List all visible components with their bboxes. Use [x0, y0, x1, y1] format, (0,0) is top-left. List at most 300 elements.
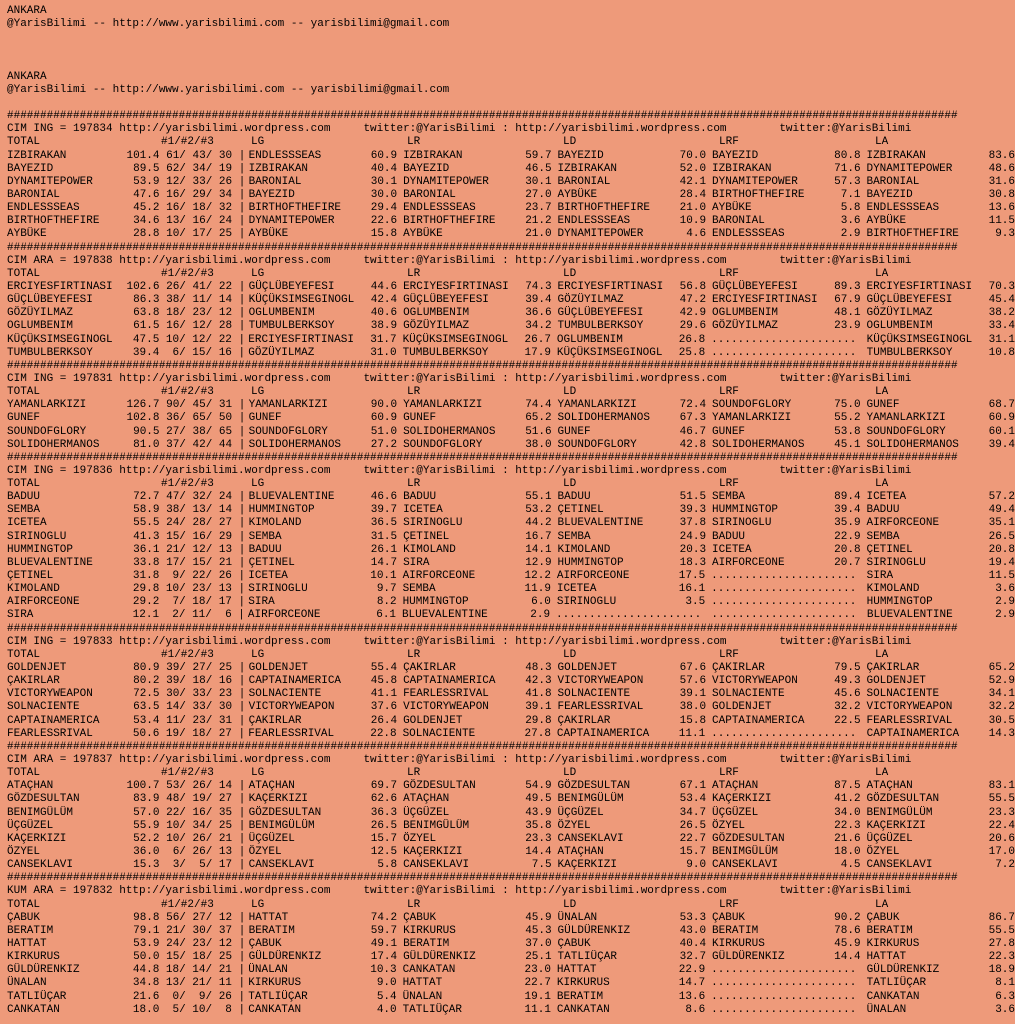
placings: 39/ 18/ 16 |: [159, 675, 246, 688]
total-score: 126.7: [126, 399, 160, 412]
ld-label: LD: [563, 767, 577, 780]
lr-name: BLUEVALENTINE: [401, 609, 488, 622]
team-name: GOLDENJET: [7, 662, 67, 675]
table-row: [7, 189, 1015, 202]
ld-name: BERATIM: [556, 990, 604, 1003]
la-score: 9.3: [995, 228, 1015, 241]
team-name: DYNAMITEPOWER: [7, 175, 93, 188]
lrf-score: 89.3: [834, 280, 861, 293]
race-title: CIM ING = 197834 http://yarisbilimi.wordpress.com twitter:@YarisBilimi : http://yarisbilimi.wordpress.com twitter:@YarisBilimi: [7, 123, 912, 136]
lrf-label: LRF: [719, 267, 739, 280]
lg-score: 22.6: [370, 215, 398, 228]
placings: 16/ 18/ 32 |: [159, 202, 246, 215]
team-name: ICETEA: [7, 517, 47, 530]
ld-name: GÖZÜYILMAZ: [557, 294, 624, 307]
team-name: BADUU: [7, 491, 41, 504]
placings: 10/ 23/ 13 |: [159, 583, 246, 596]
total-score: 55.5: [133, 517, 160, 530]
table-row: [7, 439, 1015, 452]
placings: 11/ 23/ 31 |: [159, 714, 246, 727]
lr-name: GUNEF: [403, 412, 437, 425]
lrf-name: KAÇERKIZI: [712, 793, 772, 806]
lg-score: 40.6: [370, 307, 398, 320]
la-name: KIRKURUS: [866, 937, 920, 950]
column-header-row: [7, 136, 1015, 149]
placings: 6/ 26/ 13 |: [159, 846, 246, 858]
lr-name: CANKATAN: [402, 964, 456, 977]
lrf-score: 21.6: [834, 832, 861, 845]
la-name: AYBÜKE: [866, 215, 907, 228]
table-row: [7, 163, 1015, 176]
separator-line: ################################################################################################################################################: [7, 740, 958, 753]
lr-score: 39.4: [525, 294, 552, 307]
total-score: 15.3: [133, 859, 160, 872]
la-name: IZBIRAKAN: [866, 149, 926, 162]
la-score: 22.3: [988, 951, 1015, 964]
total-label: TOTAL: [7, 767, 41, 780]
team-name: IZBIRAKAN: [7, 149, 67, 162]
total-score: 81.0: [133, 438, 160, 451]
table-row: [7, 1004, 1015, 1017]
total-score: 28.8: [133, 228, 160, 241]
ld-name: SEMBA: [557, 530, 591, 543]
lr-label: LR: [407, 267, 421, 280]
la-score: 60.9: [988, 412, 1015, 425]
team-name: HATTAT: [7, 937, 47, 950]
la-score: 39.4: [988, 438, 1015, 451]
lg-name: GUNEF: [248, 412, 282, 425]
lg-score: 27.2: [370, 438, 398, 451]
lg-name: FEARLESSRIVAL: [248, 727, 335, 740]
lg-name: SOUNDOFGLORY: [248, 425, 328, 438]
la-score: 33.4: [988, 320, 1015, 333]
lr-score: 21.0: [525, 228, 552, 241]
lg-score: 69.7: [370, 780, 398, 793]
lg-score: 62.6: [370, 793, 398, 806]
lr-name: SEMBA: [402, 583, 436, 596]
lg-name: OGLUMBENIM: [248, 307, 315, 320]
la-score: 22.4: [988, 819, 1015, 832]
la-name: DYNAMITEPOWER: [866, 162, 953, 175]
ld-name: OGLUMBENIM: [556, 333, 623, 346]
ld-score: 11.1: [678, 727, 706, 740]
lg-score: 36.5: [370, 517, 398, 530]
lr-name: VICTORYWEAPON: [403, 701, 489, 714]
lrf-name: CAPTAINAMERICA: [712, 714, 805, 727]
team-name: ATAÇHAN: [7, 780, 54, 793]
total-spacer: [119, 386, 161, 399]
lg-spacer: [363, 899, 401, 912]
la-label: LA: [875, 898, 889, 911]
lrf-label: LRF: [719, 898, 739, 911]
lg-label: LG: [251, 136, 265, 149]
team-name: SIRINOGLU: [7, 530, 67, 543]
ld-score: 42.9: [679, 307, 707, 320]
ld-score: 67.3: [679, 412, 707, 425]
ld-score: 38.0: [679, 701, 707, 714]
lrf-score: [823, 964, 861, 977]
lrf-name: GÖZÜYILMAZ: [712, 320, 779, 333]
ld-name: CAPTAINAMERICA: [556, 727, 650, 740]
lr-name: TUMBULBERKSOY: [402, 346, 489, 359]
team-name: FEARLESSRIVAL: [7, 727, 93, 740]
ld-score: 42.8: [679, 438, 707, 451]
total-spacer: [119, 136, 161, 149]
lrf-score: 53.8: [834, 425, 861, 438]
placings: 10/ 17/ 25 |: [159, 228, 246, 241]
la-name: SOUNDOFGLORY: [866, 425, 946, 438]
placings: 47/ 32/ 24 |: [159, 491, 246, 504]
placings: 15/ 18/ 25 |: [159, 951, 246, 964]
la-name: ÜÇGÜZEL: [866, 832, 913, 845]
lg-name: BIRTHOFTHEFIRE: [248, 202, 342, 215]
total-score: 45.2: [133, 202, 160, 215]
la-label: LA: [875, 767, 889, 780]
lg-name: CAPTAINAMERICA: [248, 675, 342, 688]
total-score: 44.8: [132, 964, 160, 977]
team-name: CANKATAN: [7, 1003, 60, 1016]
team-name: KIMOLAND: [7, 583, 60, 596]
lg-name: BARONIAL: [248, 175, 302, 188]
total-score: 63.8: [133, 307, 160, 320]
la-score: 6.3: [995, 990, 1015, 1003]
lg-score: 9.7: [376, 583, 397, 596]
lr-spacer: [519, 649, 557, 662]
lr-score: 36.6: [525, 307, 552, 320]
lg-name: ÜÇGÜZEL: [248, 832, 295, 845]
la-score: 57.2: [988, 491, 1015, 504]
lr-score: 74.4: [525, 399, 552, 412]
ld-score: 22.7: [679, 832, 707, 845]
lr-score: 43.9: [525, 806, 552, 819]
ld-name: BLUEVALENTINE: [557, 517, 644, 530]
lr-name: KÜÇÜKSIMSEGINOGL: [402, 333, 509, 346]
lrf-spacer: [831, 899, 869, 912]
la-name: GÖZDESULTAN: [866, 793, 940, 806]
ld-name: GUNEF: [557, 425, 591, 438]
lr-score: 54.9: [525, 780, 552, 793]
placings: 62/ 34/ 19 |: [159, 162, 246, 175]
table-row: [7, 334, 1015, 347]
header-contact: @YarisBilimi -- http://www.yarisbilimi.com -- yarisbilimi@gmail.com: [7, 18, 450, 31]
ld-name: ÇETINEL: [557, 504, 604, 517]
lrf-score: 20.7: [834, 556, 861, 569]
lr-name: GOLDENJET: [403, 714, 463, 727]
placings: 6/ 15/ 16 |: [159, 346, 246, 359]
lrf-score: 89.4: [834, 491, 861, 504]
lrf-name: AIRFORCEONE: [712, 556, 785, 569]
lr-label: LR: [407, 386, 421, 399]
team-name: ENDLESSSEAS: [7, 202, 80, 215]
lrf-score: 14.4: [834, 951, 861, 964]
team-name: BENIMGÜLÜM: [7, 806, 74, 819]
lrf-score: 23.9: [834, 320, 861, 333]
team-name: ÇETINEL: [7, 570, 54, 583]
lr-spacer: [519, 386, 557, 399]
lr-score: 38.0: [525, 438, 552, 451]
ld-name: SOLNACIENTE: [557, 688, 631, 701]
la-name: GUNEF: [866, 399, 900, 412]
la-score: 10.8: [988, 346, 1015, 359]
lrf-name: ENDLESSSEAS: [712, 228, 785, 241]
la-name: TATLIÜÇAR: [866, 977, 927, 990]
lr-name: CANSEKLAVI: [403, 859, 470, 872]
total-score: 89.5: [133, 162, 160, 175]
ld-name: ÖZYEL: [557, 819, 591, 832]
lg-name: SIRINOGLU: [248, 583, 308, 596]
ld-score: 16.1: [678, 583, 706, 596]
placings: 56/ 27/ 12 |: [159, 911, 246, 924]
lrf-spacer: [831, 386, 869, 399]
table-row: [7, 544, 1015, 557]
ld-label: LD: [563, 898, 577, 911]
la-name: KAÇERKIZI: [866, 819, 926, 832]
lrf-score: [823, 728, 861, 741]
total-score: 39.4: [132, 346, 160, 359]
total-score: 47.6: [133, 188, 160, 201]
ld-spacer: [675, 136, 713, 149]
lg-name: VICTORYWEAPON: [248, 701, 335, 714]
table-row: [7, 202, 1015, 215]
ld-name: GÜLDÜRENKIZ: [557, 924, 631, 937]
lg-score: 59.7: [370, 924, 398, 937]
ld-score: 3.5: [685, 596, 706, 609]
lg-spacer: [363, 386, 401, 399]
la-name: AIRFORCEONE: [866, 517, 940, 530]
ld-name: ÇAKIRLAR: [557, 714, 611, 727]
lrf-score: 45.9: [834, 937, 861, 950]
lg-name: AYBÜKE: [248, 228, 289, 241]
lrf-name: ......................: [711, 1003, 857, 1016]
total-score: 33.8: [133, 556, 160, 569]
placings: 38/ 11/ 14 |: [159, 294, 246, 307]
lr-name: SIRA: [403, 556, 430, 569]
total-score: 58.9: [133, 504, 160, 517]
lrf-score: 18.0: [834, 846, 861, 858]
lg-score: 15.7: [370, 832, 398, 845]
lr-score: 48.3: [525, 662, 552, 675]
lr-score: 25.1: [525, 951, 552, 964]
team-name: GÜLDÜRENKIZ: [7, 964, 80, 977]
team-name: HUMMINGTOP: [7, 543, 74, 556]
lrf-score: 20.8: [834, 543, 861, 556]
placings: 9/ 22/ 26 |: [159, 570, 246, 583]
placings: 24/ 23/ 12 |: [159, 937, 246, 950]
total-label: TOTAL: [7, 386, 41, 399]
lr-score: 11.1: [524, 1003, 551, 1016]
column-header-row: [7, 899, 1015, 912]
lrf-score: [823, 991, 861, 1004]
lg-score: 29.4: [370, 202, 398, 215]
la-score: 13.6: [988, 202, 1015, 215]
separator-line: ################################################################################################################################################: [7, 110, 958, 123]
lr-name: SOUNDOFGLORY: [403, 438, 483, 451]
lrf-score: 4.5: [840, 859, 861, 872]
lrf-name: GÜLDÜRENKIZ: [712, 951, 785, 964]
total-score: 41.3: [133, 530, 160, 543]
lrf-name: KIRKURUS: [712, 937, 765, 950]
ld-name: ICETEA: [556, 583, 597, 596]
team-name: AIRFORCEONE: [7, 596, 80, 609]
la-name: ÇAKIRLAR: [866, 662, 920, 675]
total-score: 47.5: [132, 333, 160, 346]
placings: 18/ 14/ 21 |: [159, 964, 246, 977]
ld-name: ÜÇGÜZEL: [557, 806, 604, 819]
lrf-name: SOUNDOFGLORY: [712, 399, 792, 412]
table-row: [7, 347, 1015, 360]
lg-score: 40.4: [370, 162, 398, 175]
table-row: [7, 912, 1015, 925]
ld-score: 40.4: [679, 937, 707, 950]
ld-score: 67.1: [679, 780, 707, 793]
lrf-score: 71.6: [834, 162, 861, 175]
la-name: ATAÇHAN: [866, 780, 913, 793]
ld-name: BARONIAL: [557, 175, 611, 188]
lrf-score: [823, 570, 861, 583]
table-row: [7, 281, 1015, 294]
lg-score: 5.8: [377, 859, 398, 872]
lg-score: 9.0: [376, 977, 397, 990]
ld-score: 67.6: [679, 662, 707, 675]
lrf-name: GOLDENJET: [712, 701, 772, 714]
lr-name: ICETEA: [403, 504, 443, 517]
lrf-score: 22.3: [834, 819, 861, 832]
placings: 3/ 5/ 17 |: [159, 859, 246, 872]
ld-spacer: [675, 899, 713, 912]
lrf-score: 57.3: [834, 175, 861, 188]
ld-label: LD: [563, 386, 577, 399]
lrf-score: 22.9: [834, 530, 861, 543]
places-label: #1/#2/#3: [161, 478, 214, 491]
places-label: #1/#2/#3: [161, 898, 214, 911]
lr-score: 23.7: [525, 202, 552, 215]
lg-name: CANSEKLAVI: [248, 859, 315, 872]
lr-score: 23.0: [524, 964, 551, 977]
lg-score: 49.1: [370, 937, 398, 950]
ld-label: LD: [563, 267, 577, 280]
ld-name: ÇABUK: [557, 937, 591, 950]
lr-name: DYNAMITEPOWER: [403, 175, 489, 188]
lr-name: BENIMGÜLÜM: [403, 819, 470, 832]
team-name: KÜÇÜKSIMSEGINOGL: [7, 333, 113, 346]
ld-name: AIRFORCEONE: [556, 570, 630, 583]
table-row: [7, 728, 1015, 741]
lg-name: BADUU: [248, 543, 282, 556]
la-score: 7.2: [995, 859, 1015, 872]
total-score: 98.8: [133, 911, 160, 924]
total-spacer: [119, 767, 161, 780]
la-label: LA: [875, 386, 889, 399]
ld-name: BAYEZID: [557, 149, 604, 162]
lr-score: 6.0: [531, 596, 551, 609]
lrf-name: OGLUMBENIM: [712, 307, 779, 320]
placings: 13/ 16/ 24 |: [159, 215, 246, 228]
lr-score: 30.1: [525, 175, 552, 188]
lrf-score: [823, 347, 861, 360]
results-sections: [7, 110, 1015, 1017]
race-title: CIM ING = 197836 http://yarisbilimi.wordpress.com twitter:@YarisBilimi : http://yarisbilimi.wordpress.com twitter:@YarisBilimi: [7, 464, 912, 477]
placings: 90/ 45/ 31 |: [159, 399, 246, 412]
lg-name: YAMANLARKIZI: [248, 399, 328, 412]
lrf-score: [823, 609, 861, 622]
lg-name: ERCIYESFIRTINASI: [248, 333, 354, 346]
lg-name: TATLIÜÇAR: [248, 990, 308, 1003]
lg-score: 6.1: [376, 609, 397, 622]
lg-name: AIRFORCEONE: [247, 609, 321, 622]
total-score: 18.0: [132, 1003, 160, 1016]
ld-name: BADUU: [557, 491, 591, 504]
lg-name: KIRKURUS: [248, 977, 302, 990]
lr-name: BAYEZID: [403, 162, 450, 175]
table-row: [7, 557, 1015, 570]
separator-line: ################################################################################################################################################: [7, 359, 958, 372]
race-title: CIM ARA = 197837 http://yarisbilimi.wordpress.com twitter:@YarisBilimi : http://yarisbilimi.wordpress.com twitter:@YarisBilimi: [7, 754, 912, 767]
la-name: ÖZYEL: [866, 846, 900, 858]
ld-score: 15.8: [679, 714, 707, 727]
lg-score: 74.2: [370, 911, 398, 924]
lrf-name: SIRINOGLU: [712, 517, 772, 530]
la-name: BLUEVALENTINE: [866, 609, 953, 622]
la-name: GÖZÜYILMAZ: [866, 307, 933, 320]
total-score: 57.0: [133, 806, 160, 819]
lrf-score: 41.2: [834, 793, 861, 806]
team-name: CAPTAINAMERICA: [7, 714, 100, 727]
ld-name: TUMBULBERKSOY: [557, 320, 644, 333]
lr-name: KAÇERKIZI: [403, 846, 463, 858]
total-score: 86.3: [133, 294, 160, 307]
placings: 53/ 26/ 14 |: [159, 780, 246, 793]
total-score: 100.7: [126, 780, 160, 793]
ld-name: ÜNALAN: [557, 911, 598, 924]
race-title: CIM ING = 197831 http://yarisbilimi.wordpress.com twitter:@YarisBilimi : http://yarisbilimi.wordpress.com twitter:@YarisBilimi: [7, 372, 912, 385]
lg-score: 8.2: [376, 596, 397, 609]
ld-spacer: [675, 386, 713, 399]
lr-name: GÜÇLÜBEYEFESI: [403, 294, 489, 307]
lr-score: 39.1: [525, 701, 552, 714]
lr-score: 16.7: [525, 530, 552, 543]
total-score: 12.1: [132, 609, 160, 622]
lrf-name: ERCIYESFIRTINASI: [712, 294, 818, 307]
lr-score: 19.1: [524, 990, 551, 1003]
lg-score: 17.4: [370, 951, 398, 964]
lrf-name: BERATIM: [712, 924, 759, 937]
lr-spacer: [519, 136, 557, 149]
la-name: BENIMGÜLÜM: [866, 806, 933, 819]
lrf-score: 45.6: [834, 688, 861, 701]
lg-score: 60.9: [370, 412, 398, 425]
total-score: 63.5: [133, 701, 160, 714]
lrf-name: ÖZYEL: [712, 819, 746, 832]
ld-spacer: [675, 649, 713, 662]
la-name: ÇETINEL: [866, 543, 913, 556]
lg-name: BAYEZID: [248, 188, 295, 201]
placings: 38/ 13/ 14 |: [159, 504, 246, 517]
lrf-name: GUNEF: [712, 425, 746, 438]
lrf-score: 3.6: [840, 215, 861, 228]
lr-score: 29.8: [525, 714, 552, 727]
lr-name: KIRKURUS: [403, 924, 456, 937]
lrf-name: ......................: [711, 727, 857, 740]
column-header-row: [7, 767, 1015, 780]
la-score: 11.5: [988, 215, 1015, 228]
lg-score: 10.3: [370, 964, 397, 977]
lg-score: 51.0: [370, 425, 398, 438]
lrf-score: [823, 596, 861, 609]
ld-score: 53.4: [679, 793, 707, 806]
placings: 10/ 26/ 21 |: [159, 832, 246, 845]
team-name: ERCIYESFIRTINASI: [7, 280, 113, 293]
ld-name: YAMANLARKIZI: [557, 399, 637, 412]
